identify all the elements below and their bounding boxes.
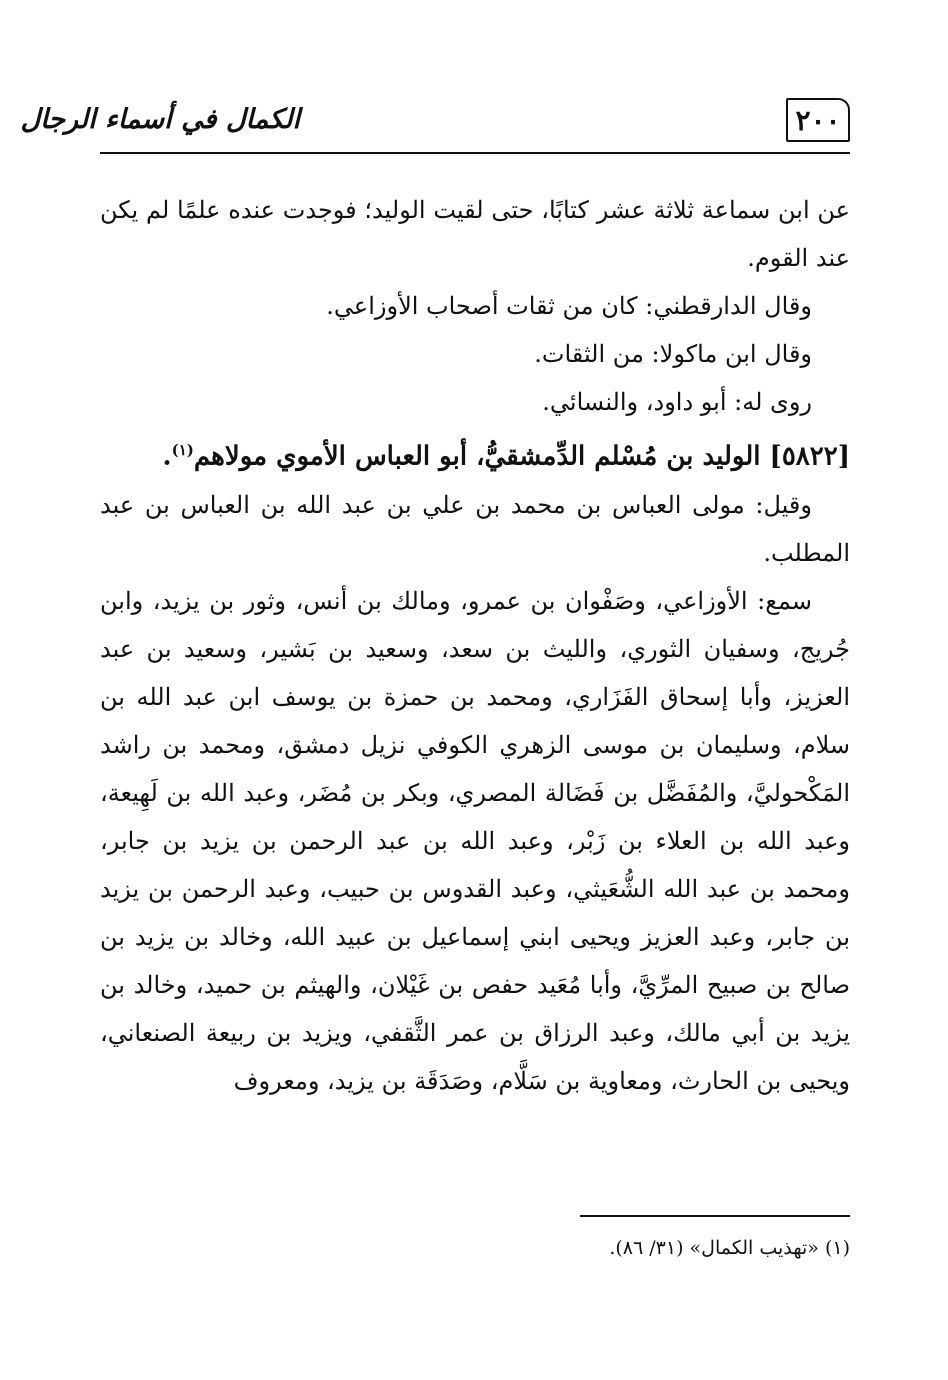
page-header [20, 92, 850, 154]
paragraph-daraqutni: وقال الدارقطني: كان من ثقات أصحاب الأوزاعي. [326, 292, 812, 320]
footnote-divider [580, 1215, 850, 1217]
page-number: ٢٠٠ [786, 98, 850, 142]
footnote-reference: (١) [171, 441, 194, 459]
paragraph-continuation: عن ابن سماعة ثلاثة عشر كتابًا، حتى لقيت الوليد؛ فوجدت عنده علمًا لم يكن عند القوم. [100, 196, 850, 272]
paragraph-mawla: وقيل: مولى العباس بن محمد بن علي بن عبد الله بن العباس بن عبد المطلب. [100, 490, 850, 567]
entry-heading-text: [٥٨٢٢] الوليد بن مُسْلم الدِّمشقيُّ، أبو العباس الأموي مولاهم [193, 441, 850, 472]
book-title: الكمال في أسماء الرجال [20, 104, 300, 135]
header-divider [100, 152, 850, 154]
footnote: (١) «تهذيب الكمال» (٣١/ ٨٦). [609, 1237, 850, 1259]
entry-heading [100, 426, 850, 481]
entry-heading-period: . [162, 441, 172, 472]
paragraph-narrators: روى له: أبو داود، والنسائي. [542, 388, 812, 416]
paragraph-ibn-makula: وقال ابن ماكولا: من الثقات. [534, 340, 812, 368]
main-text [100, 186, 850, 1105]
paragraph-teachers: سمع: الأوزاعي، وصَفْوان بن عمرو، ومالك بن أنس، وثور بن يزيد، وابن جُريج، وسفيان الثوري، والليث بن سعد، وسعيد بن بَشير، وسعيد بن عبد العزيز، وأبا إسحاق الفَزَاري، ومحمد بن حمزة بن يوسف ابن عبد الله بن سلام، وسليمان بن موسى الزهري الكوفي نزيل دمشق، ومحمد بن راشد المَكْحوليَّ، والمُفَضَّل بن فَضَالة المصري، وبكر بن مُضَر، وعبد الله بن لَهِيعة، وعبد الله بن العلاء بن زَبْر، وعبد الله بن عبد الرحمن بن يزيد بن جابر، ومحمد بن عبد الله الشُّعَيثي، وعبد القدوس بن حبيب، وعبد الرحمن بن يزيد بن جابر، وعبد العزيز ويحيى ابني إسماعيل بن عبيد الله، وخالد بن يزيد بن صالح بن صبيح المرِّيَّ، وأبا مُعَيد حفص بن غَيْلان، والهيثم بن حميد، وخالد بن يزيد بن أبي مالك، وعبد الرزاق بن عمر الثَّقفي، ويزيد بن ربيعة الصنعاني، ويحيى بن الحارث، ومعاوية بن سَلَّام، وصَدَقَة بن يزيد، ومعروف [100, 586, 851, 1095]
